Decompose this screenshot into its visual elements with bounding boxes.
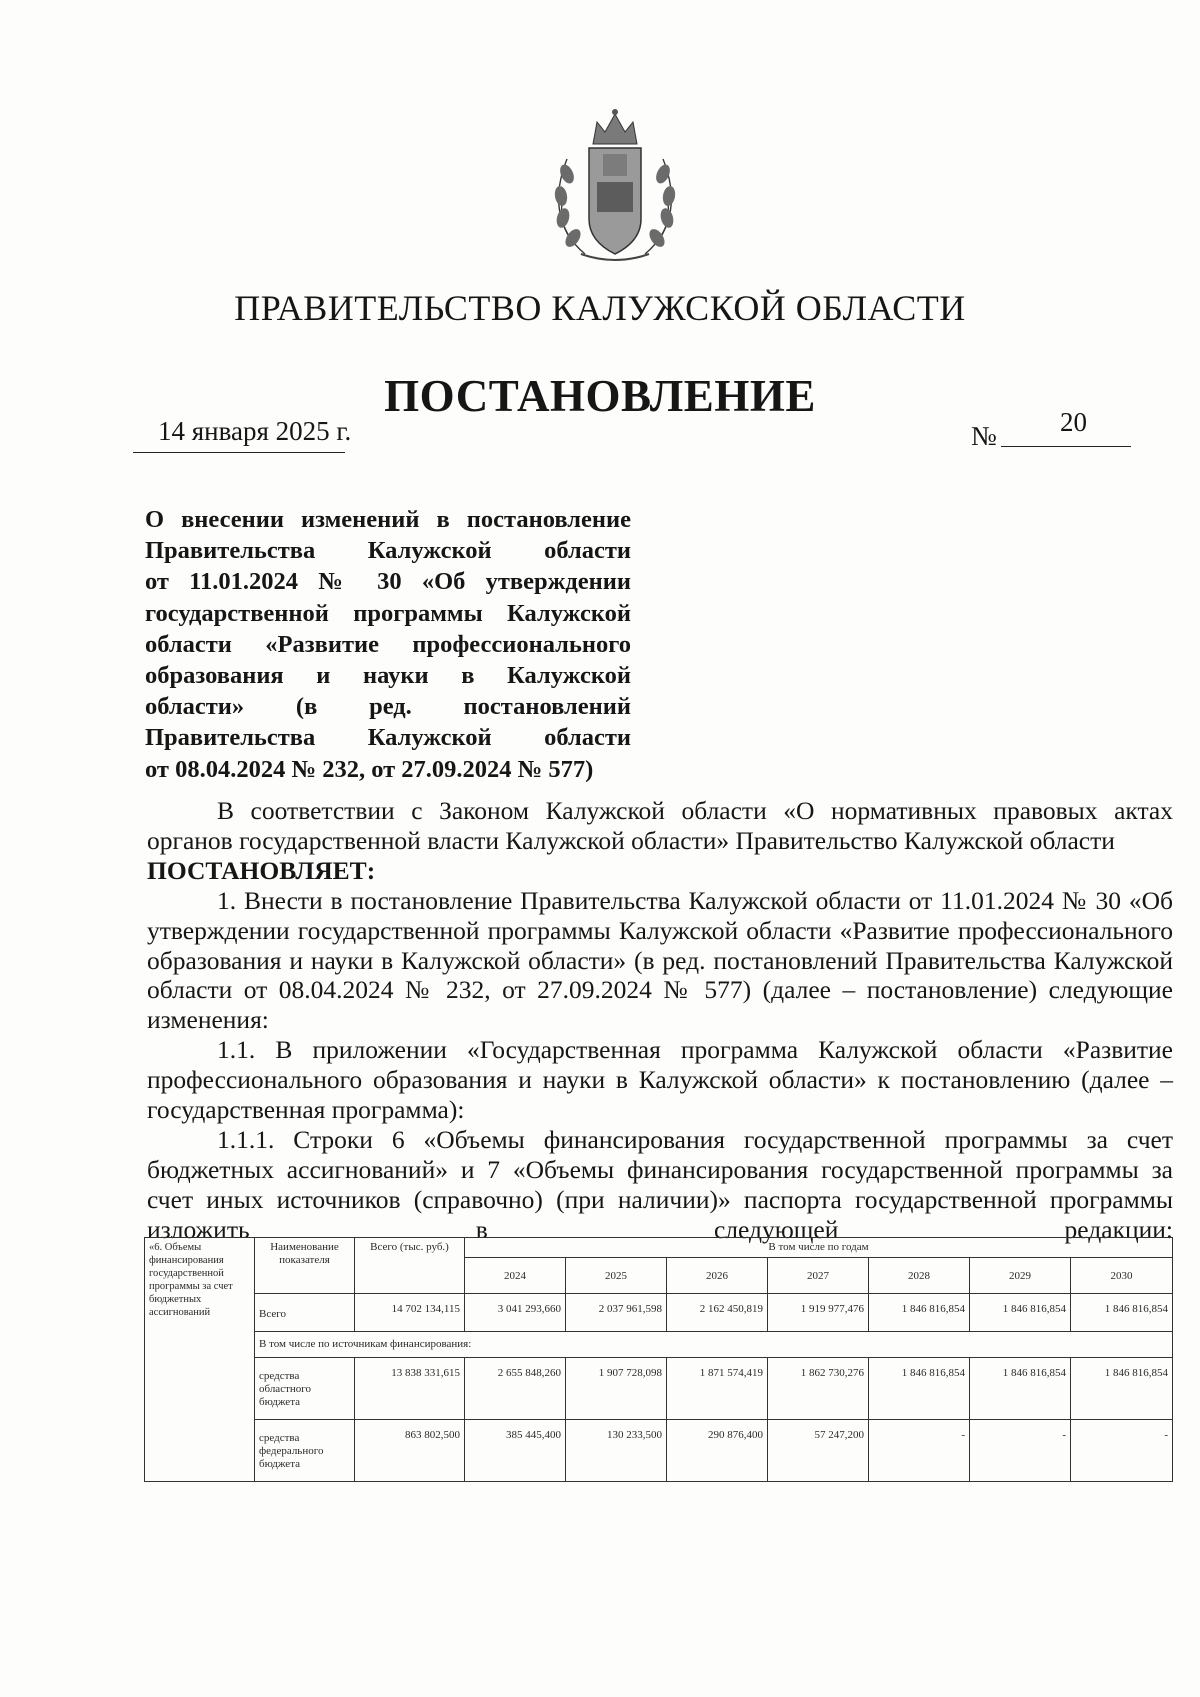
document-body: [147, 796, 1173, 1245]
year-header: 2030: [1071, 1258, 1173, 1294]
year-header: 2027: [768, 1258, 869, 1294]
subject-line: от 08.04.2024 № 232, от 27.09.2024 № 577): [145, 755, 594, 783]
table-row: [145, 1294, 1173, 1332]
document-date: 14 января 2025 г.: [158, 416, 352, 446]
row-value: 130 233,500: [566, 1420, 667, 1482]
col-total-header: Всего (тыс. руб.): [355, 1238, 465, 1294]
row-value: 1 846 816,854: [1071, 1358, 1173, 1420]
year-header: 2029: [970, 1258, 1071, 1294]
subject-line: О внесении изменений в постановление: [145, 506, 631, 533]
subject-line: Правительства Калужской области: [145, 537, 631, 565]
table-row: [145, 1420, 1173, 1482]
row-total: 13 838 331,615: [355, 1358, 465, 1420]
date-underline: [133, 452, 345, 453]
subject-line: Правительства Калужской области: [145, 724, 631, 752]
item-1-paragraph: 1. Внести в постановление Правительства Калужской области от 11.01.2024 № 30 «Об утверждении государственной программы Калужской области «Развитие профессионального образования и науки в Калужской области» (в ред. постановлений Правительства Калужской области от 08.04.2024 № 232, от 27.09.2024 № 577) (далее – постановление) следующие изменения:: [147, 885, 1173, 1035]
sources-caption: В том числе по источникам финансирования:: [255, 1332, 1173, 1358]
row-value: 2 655 848,260: [465, 1358, 566, 1420]
row-value: 1 871 574,419: [667, 1358, 768, 1420]
col-years-group-header: В том числе по годам: [465, 1238, 1173, 1258]
decree-verb: ПОСТАНОВЛЯЕТ:: [147, 855, 376, 885]
row-name: Всего: [255, 1294, 355, 1332]
document-number: 20: [1060, 407, 1087, 437]
row-name: средства областного бюджета: [255, 1358, 355, 1420]
row-value: 1 919 977,476: [768, 1294, 869, 1332]
year-header: 2028: [869, 1258, 970, 1294]
row-value: -: [970, 1420, 1071, 1482]
year-header: 2025: [566, 1258, 667, 1294]
row-value: 1 846 816,854: [970, 1294, 1071, 1332]
document-subject: [145, 504, 631, 785]
row-value: 3 041 293,660: [465, 1294, 566, 1332]
subject-line: области» (в ред. постановлений: [145, 693, 631, 721]
coat-of-arms-emblem: [545, 104, 685, 264]
subject-line: области «Развитие профессионального: [145, 630, 631, 658]
row-value: 1 862 730,276: [768, 1358, 869, 1420]
number-underline: [1001, 446, 1131, 447]
document-type: ПОСТАНОВЛЕНИЕ: [384, 371, 816, 421]
row-value: 290 876,400: [667, 1420, 768, 1482]
row-value: -: [869, 1420, 970, 1482]
year-header: 2024: [465, 1258, 566, 1294]
col-indicator-header: Наименование показателя: [255, 1238, 355, 1294]
preamble-paragraph: В соответствии с Законом Калужской области «О нормативных правовых актах органов государственной власти Калужской области» Правительство Калужской области: [147, 796, 1173, 855]
row-total: 14 702 134,115: [355, 1294, 465, 1332]
row-label-cell: «6. Объемы финансирования государственной программы за счет бюджетных ассигнований: [145, 1238, 255, 1482]
row-value: 385 445,400: [465, 1420, 566, 1482]
financing-table: [144, 1237, 1173, 1482]
subject-line: образования и науки в Калужской: [145, 662, 631, 690]
table-row: [145, 1358, 1173, 1420]
subject-line: от 11.01.2024 № 30 «Об утверждении: [145, 568, 631, 596]
row-value: 2 162 450,819: [667, 1294, 768, 1332]
year-header: 2026: [667, 1258, 768, 1294]
subject-line: государственной программы Калужской: [145, 599, 631, 627]
row-name: средства федерального бюджета: [255, 1420, 355, 1482]
item-1-1-paragraph: 1.1. В приложении «Государственная программа Калужской области «Развитие профессионального образования и науки в Калужской области» к постановлению (далее – государственная программа):: [147, 1035, 1173, 1125]
row-total: 863 802,500: [355, 1420, 465, 1482]
organization-title: ПРАВИТЕЛЬСТВО КАЛУЖСКОЙ ОБЛАСТИ: [234, 288, 966, 328]
row-value: -: [1071, 1420, 1173, 1482]
number-sign: №: [971, 421, 997, 451]
item-1-1-1-paragraph: 1.1.1. Строки 6 «Объемы финансирования государственной программы за счет бюджетных ассигнований» и 7 «Объемы финансирования государственной программы за счет иных источников (справочно) (при наличии)» паспорта государственной программы изложить в следующей редакции:: [147, 1124, 1173, 1244]
row-value: 2 037 961,598: [566, 1294, 667, 1332]
row-value: 57 247,200: [768, 1420, 869, 1482]
row-value: 1 846 816,854: [869, 1294, 970, 1332]
row-value: 1 846 816,854: [869, 1358, 970, 1420]
row-value: 1 846 816,854: [1071, 1294, 1173, 1332]
row-value: 1 907 728,098: [566, 1358, 667, 1420]
row-value: 1 846 816,854: [970, 1358, 1071, 1420]
